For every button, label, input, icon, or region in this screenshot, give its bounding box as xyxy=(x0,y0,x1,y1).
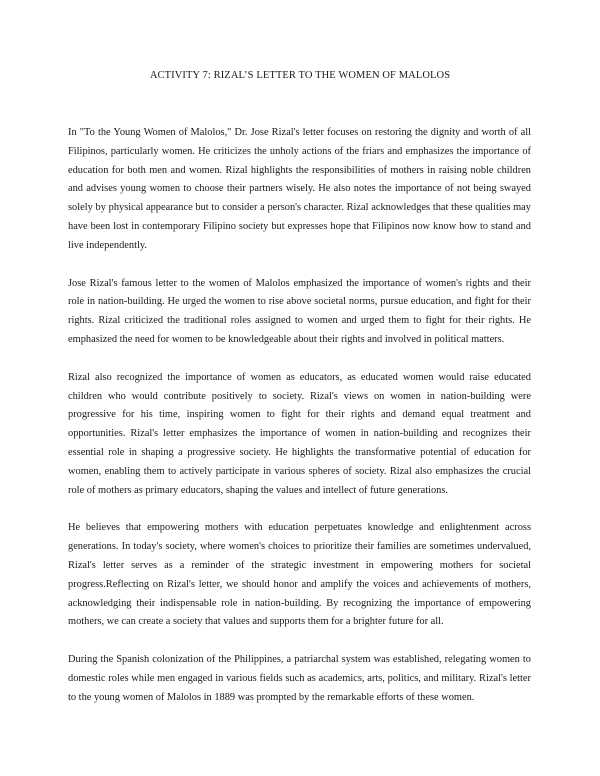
paragraph-1: In "To the Young Women of Malolos," Dr. Jose Rizal's letter focuses on restoring the dignity and worth of all Filipinos, particularly women. He criticizes the unholy actions of the friars and emphasizes the importance of education for both men and women. Rizal highlights the responsibilities of mothers in raising noble children and advises young women to choose their partners wisely. He also notes the importance of not being swayed solely by physical appearance but to consider a person's character. Rizal acknowledges that these qualities may have been lost in contemporary Filipino society but expresses hope that Filipinos now know how to stand and live independently. xyxy=(68,127,531,251)
paragraph-2: Jose Rizal's famous letter to the women of Malolos emphasized the importance of women's rights and their role in nation-building. He urged the women to rise above societal norms, pursue education, and fight for their rights. Rizal criticized the traditional roles assigned to women and urged them to fight for their rights. He emphasized the need for women to be knowledgeable about their rights and involved in political matters. xyxy=(68,277,531,345)
paragraph-5: During the Spanish colonization of the Philippines, a patriarchal system was established, relegating women to domestic roles while men engaged in various fields such as academics, arts, politics, and military. Rizal's letter to the young women of Malolos in 1889 was prompted by the remarkable efforts of these women. xyxy=(68,654,531,703)
paragraph-4: He believes that empowering mothers with education perpetuates knowledge and enlightenment across generations. In today's society, where women's choices to prioritize their families are sometimes undervalued, Rizal's letter serves as a reminder of the strategic investment in empowering mothers for societal progress.Reflecting on Rizal's letter, we should honor and amplify the voices and achievements of mothers, acknowledging their indispensable role in nation-building. By recognizing the importance of empowering mothers, we can create a society that values and supports them for a brighter future for all. xyxy=(68,522,531,628)
document-title: ACTIVITY 7: RIZAL’S LETTER TO THE WOMEN OF MALOLOS xyxy=(149,70,451,81)
document-body xyxy=(68,124,531,728)
paragraph-3: Rizal also recognized the importance of women as educators, as educated women would raise educated children who would contribute positively to society. Rizal's views on women in nation-building were progressive for his time, inspiring women to fight for their rights and demand equal treatment and opportunities. Rizal's letter emphasizes the importance of women in nation-building and recognizes their essential role in shaping a progressive society. He highlights the transformative potential of education for women, enabling them to actively participate in various spheres of society. Rizal also emphasizes the crucial role of mothers as primary educators, shaping the values and intellect of future generations. xyxy=(68,371,531,496)
